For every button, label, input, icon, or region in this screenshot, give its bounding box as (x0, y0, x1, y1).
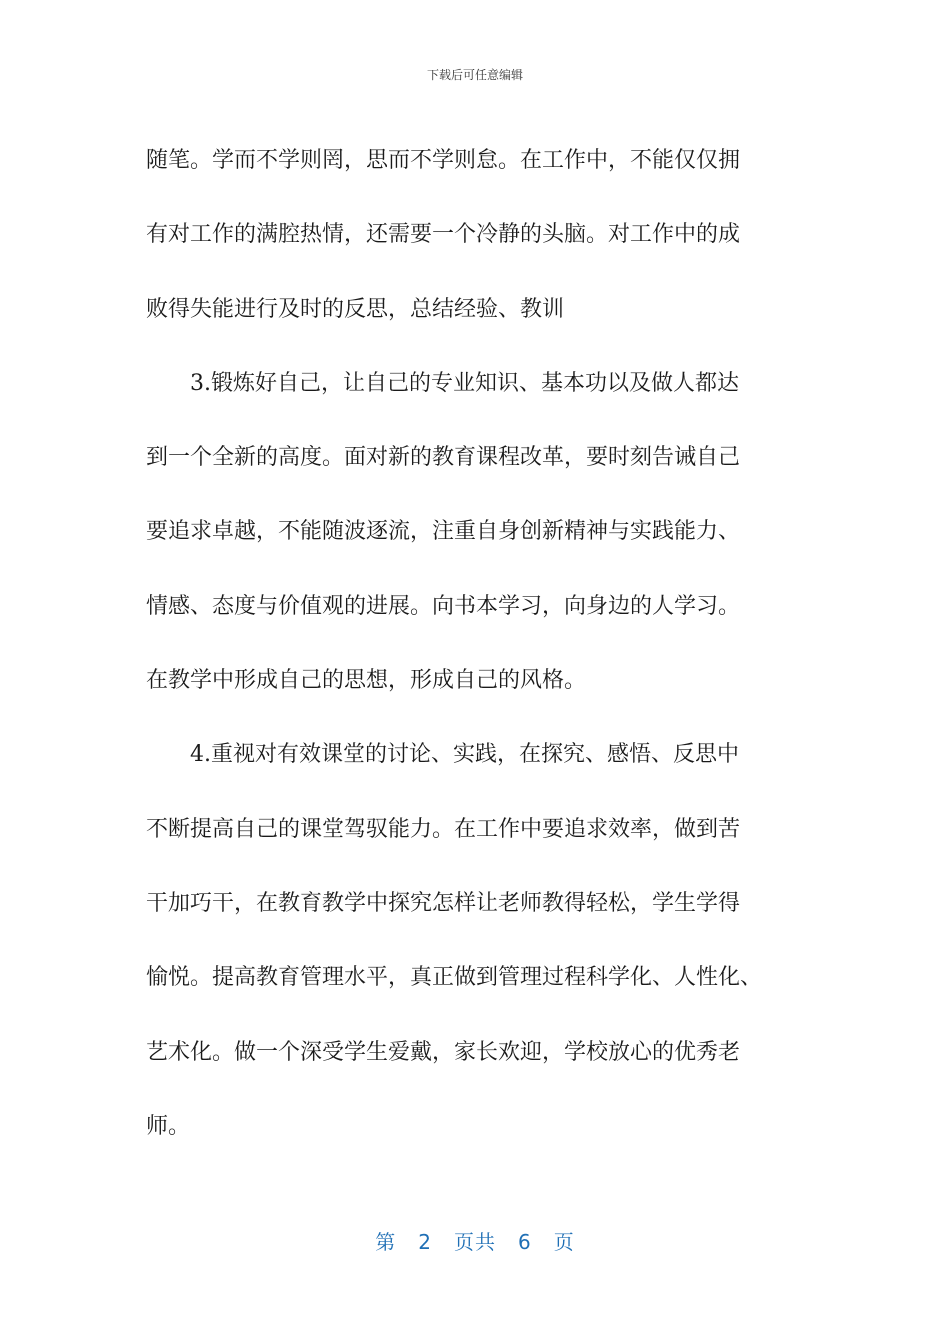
text-line: 情感、态度与价值观的进展。向书本学习，向身边的人学习。 (146, 593, 741, 619)
paragraph-3-start: 3.锻炼好自己，让自己的专业知识、基本功以及做人都达 (190, 370, 739, 396)
footer-prefix: 第 (375, 1230, 397, 1254)
header-note: 下载后可任意编辑 (426, 68, 523, 82)
text-line: 愉悦。提高教育管理水平，真正做到管理过程科学化、人性化、 (146, 965, 763, 991)
text-line: 不断提高自己的课堂驾驭能力。在工作中要追求效率，做到苦 (146, 816, 741, 842)
text-line: 在教学中形成自己的思想，形成自己的风格。 (146, 668, 587, 694)
text-line: 师。 (146, 1113, 191, 1139)
text-line: 要追求卓越，不能随波逐流，注重自身创新精神与实践能力、 (146, 519, 741, 545)
paragraph-4-start: 4.重视对有效课堂的讨论、实践，在探究、感悟、反思中 (190, 742, 739, 768)
footer-suffix: 页 (553, 1230, 575, 1254)
text-line: 到一个全新的高度。面对新的教育课程改革，要时刻告诫自己 (146, 445, 741, 471)
text-line: 干加巧干，在教育教学中探究怎样让老师教得轻松，学生学得 (146, 890, 741, 916)
text-line: 艺术化。做一个深受学生爱戴，家长欢迎，学校放心的优秀老 (146, 1039, 741, 1065)
text-line: 有对工作的满腔热情，还需要一个冷静的头脑。对工作中的成 (146, 222, 741, 248)
text-line: 败得失能进行及时的反思，总结经验、教训 (146, 296, 565, 322)
footer-total-pages: 6 (518, 1230, 532, 1254)
page-footer (0, 1226, 950, 1255)
footer-current-page: 2 (418, 1230, 432, 1254)
document-body (146, 124, 810, 1164)
text-line: 随笔。学而不学则罔，思而不学则怠。在工作中，不能仅仅拥 (146, 148, 741, 173)
footer-middle: 页共 (454, 1230, 496, 1254)
